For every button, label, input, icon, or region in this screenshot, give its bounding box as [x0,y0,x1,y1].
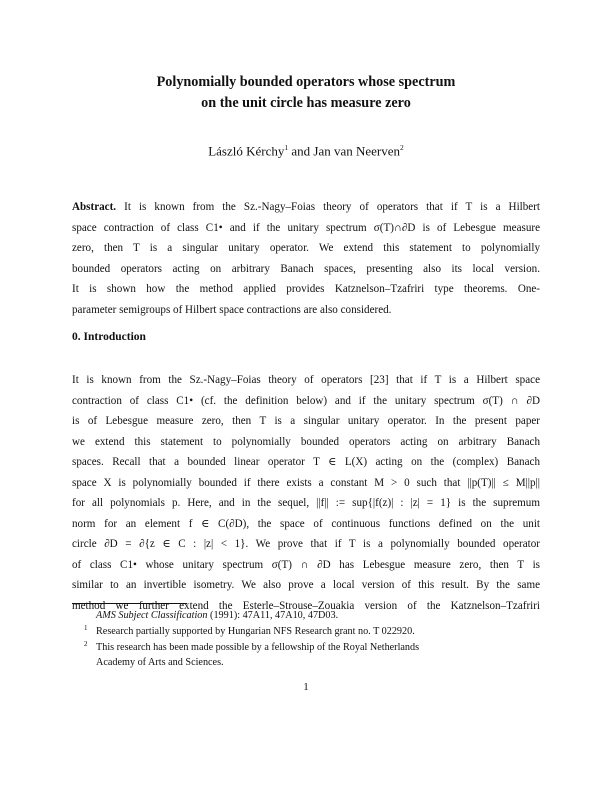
intro-line-4: we extend this statement to polynomially bounded operators acting on arbitrary Banach [72,435,540,448]
intro-line-7: for all polynomials p. Here, and in the sequel, ||f|| := sup{|f(z)| : |z| = 1} is the supremum [72,497,540,509]
abstract-line-2: space contraction of class C1• and if the unitary spectrum σ(T)∩∂D is of Lebesgue measure [72,221,540,234]
footnote-rule [72,603,187,604]
footnotes [72,608,540,671]
author-2-mark: 2 [400,143,404,152]
author-1-mark: 1 [284,143,289,152]
author-2: Jan van Neerven [313,143,401,159]
author-1: László Kérchy [208,143,285,159]
paper-title [0,72,612,114]
section-heading: 0. Introduction [72,331,146,343]
intro-line-12: method we further extend the Esterle–Strouse–Zouakia version of the Katznelson–Tzafriri [72,599,540,612]
footnote-2-mark: 2 [84,639,88,648]
abstract-line-4: bounded operators acting on arbitrary Banach spaces, presenting also its local version. [72,262,540,275]
title-line-2: on the unit circle has measure zero [201,95,411,111]
abstract-line-5: It is shown how the method applied provides Katznelson–Tzafriri type theorems. One- [72,283,540,295]
abstract [72,197,540,320]
intro-line-9: circle ∂D = ∂{z ∈ C : |z| < 1}. We prove that if T is a polynomially bounded operator [72,538,540,550]
introduction-text [72,370,540,616]
abstract-line-3: zero, then T is a singular unitary operator. We extend this statement to polynomially [72,242,540,254]
footnote-2-text-line-1: This research has been made possible by a fellowship of the Royal Netherlands [96,641,420,653]
intro-line-2: contraction of class C1• (cf. the definition below) and if the unitary spectrum σ(T) ∩ ∂D [72,394,540,407]
intro-line-8: norm for an element f ∈ C(∂D), the space of continuous functions defined on the unit [72,517,540,530]
intro-line-11: similar to an invertible isometry. We also prove a local version of this result. By the same [72,579,540,591]
abstract-label: Abstract. [72,201,117,213]
author-conjunction: and [288,143,314,159]
abstract-line-1: Abstract. It is known from the Sz.-Nagy–Foias theory of operators that if T is a Hilbert [72,201,540,213]
ams-codes: (1991): 47A11, 47A10, 47D03. [207,610,339,621]
footnote-1 [72,624,540,640]
footnote-2-text-line-2: Academy of Arts and Sciences. [96,657,224,669]
intro-line-5: spaces. Recall that a bounded linear operator T ∈ L(X) acting on the (complex) Banach [72,456,540,468]
intro-line-6: space X is polynomially bounded if there exists a constant M > 0 such that ||p(T)|| ≤ M||p|| [72,476,540,489]
abstract-line-6: parameter semigroups of Hilbert space contractions are also considered. [72,303,392,316]
intro-line-3: is of Lebesgue measure zero, then T is a singular unitary operator. In the present paper [72,415,540,427]
intro-line-10: of class C1• whose unitary spectrum σ(T) ∩ ∂D has Lebesgue measure zero, then T is [72,558,540,571]
footnote-1-text: Research partially supported by Hungarian NFS Research grant no. T 022920. [96,625,415,637]
title-line-1: Polynomially bounded operators whose spectrum [156,74,456,90]
intro-line-1: It is known from the Sz.-Nagy–Foias theory of operators [23] that if T is a Hilbert space [72,374,540,386]
author-list [0,143,612,159]
footnote-2 [72,640,540,672]
page-number: 1 [303,681,309,693]
footnote-1-mark: 1 [84,623,88,632]
ams-label: AMS Subject Classification [96,610,208,621]
footnote-ams [72,608,540,624]
